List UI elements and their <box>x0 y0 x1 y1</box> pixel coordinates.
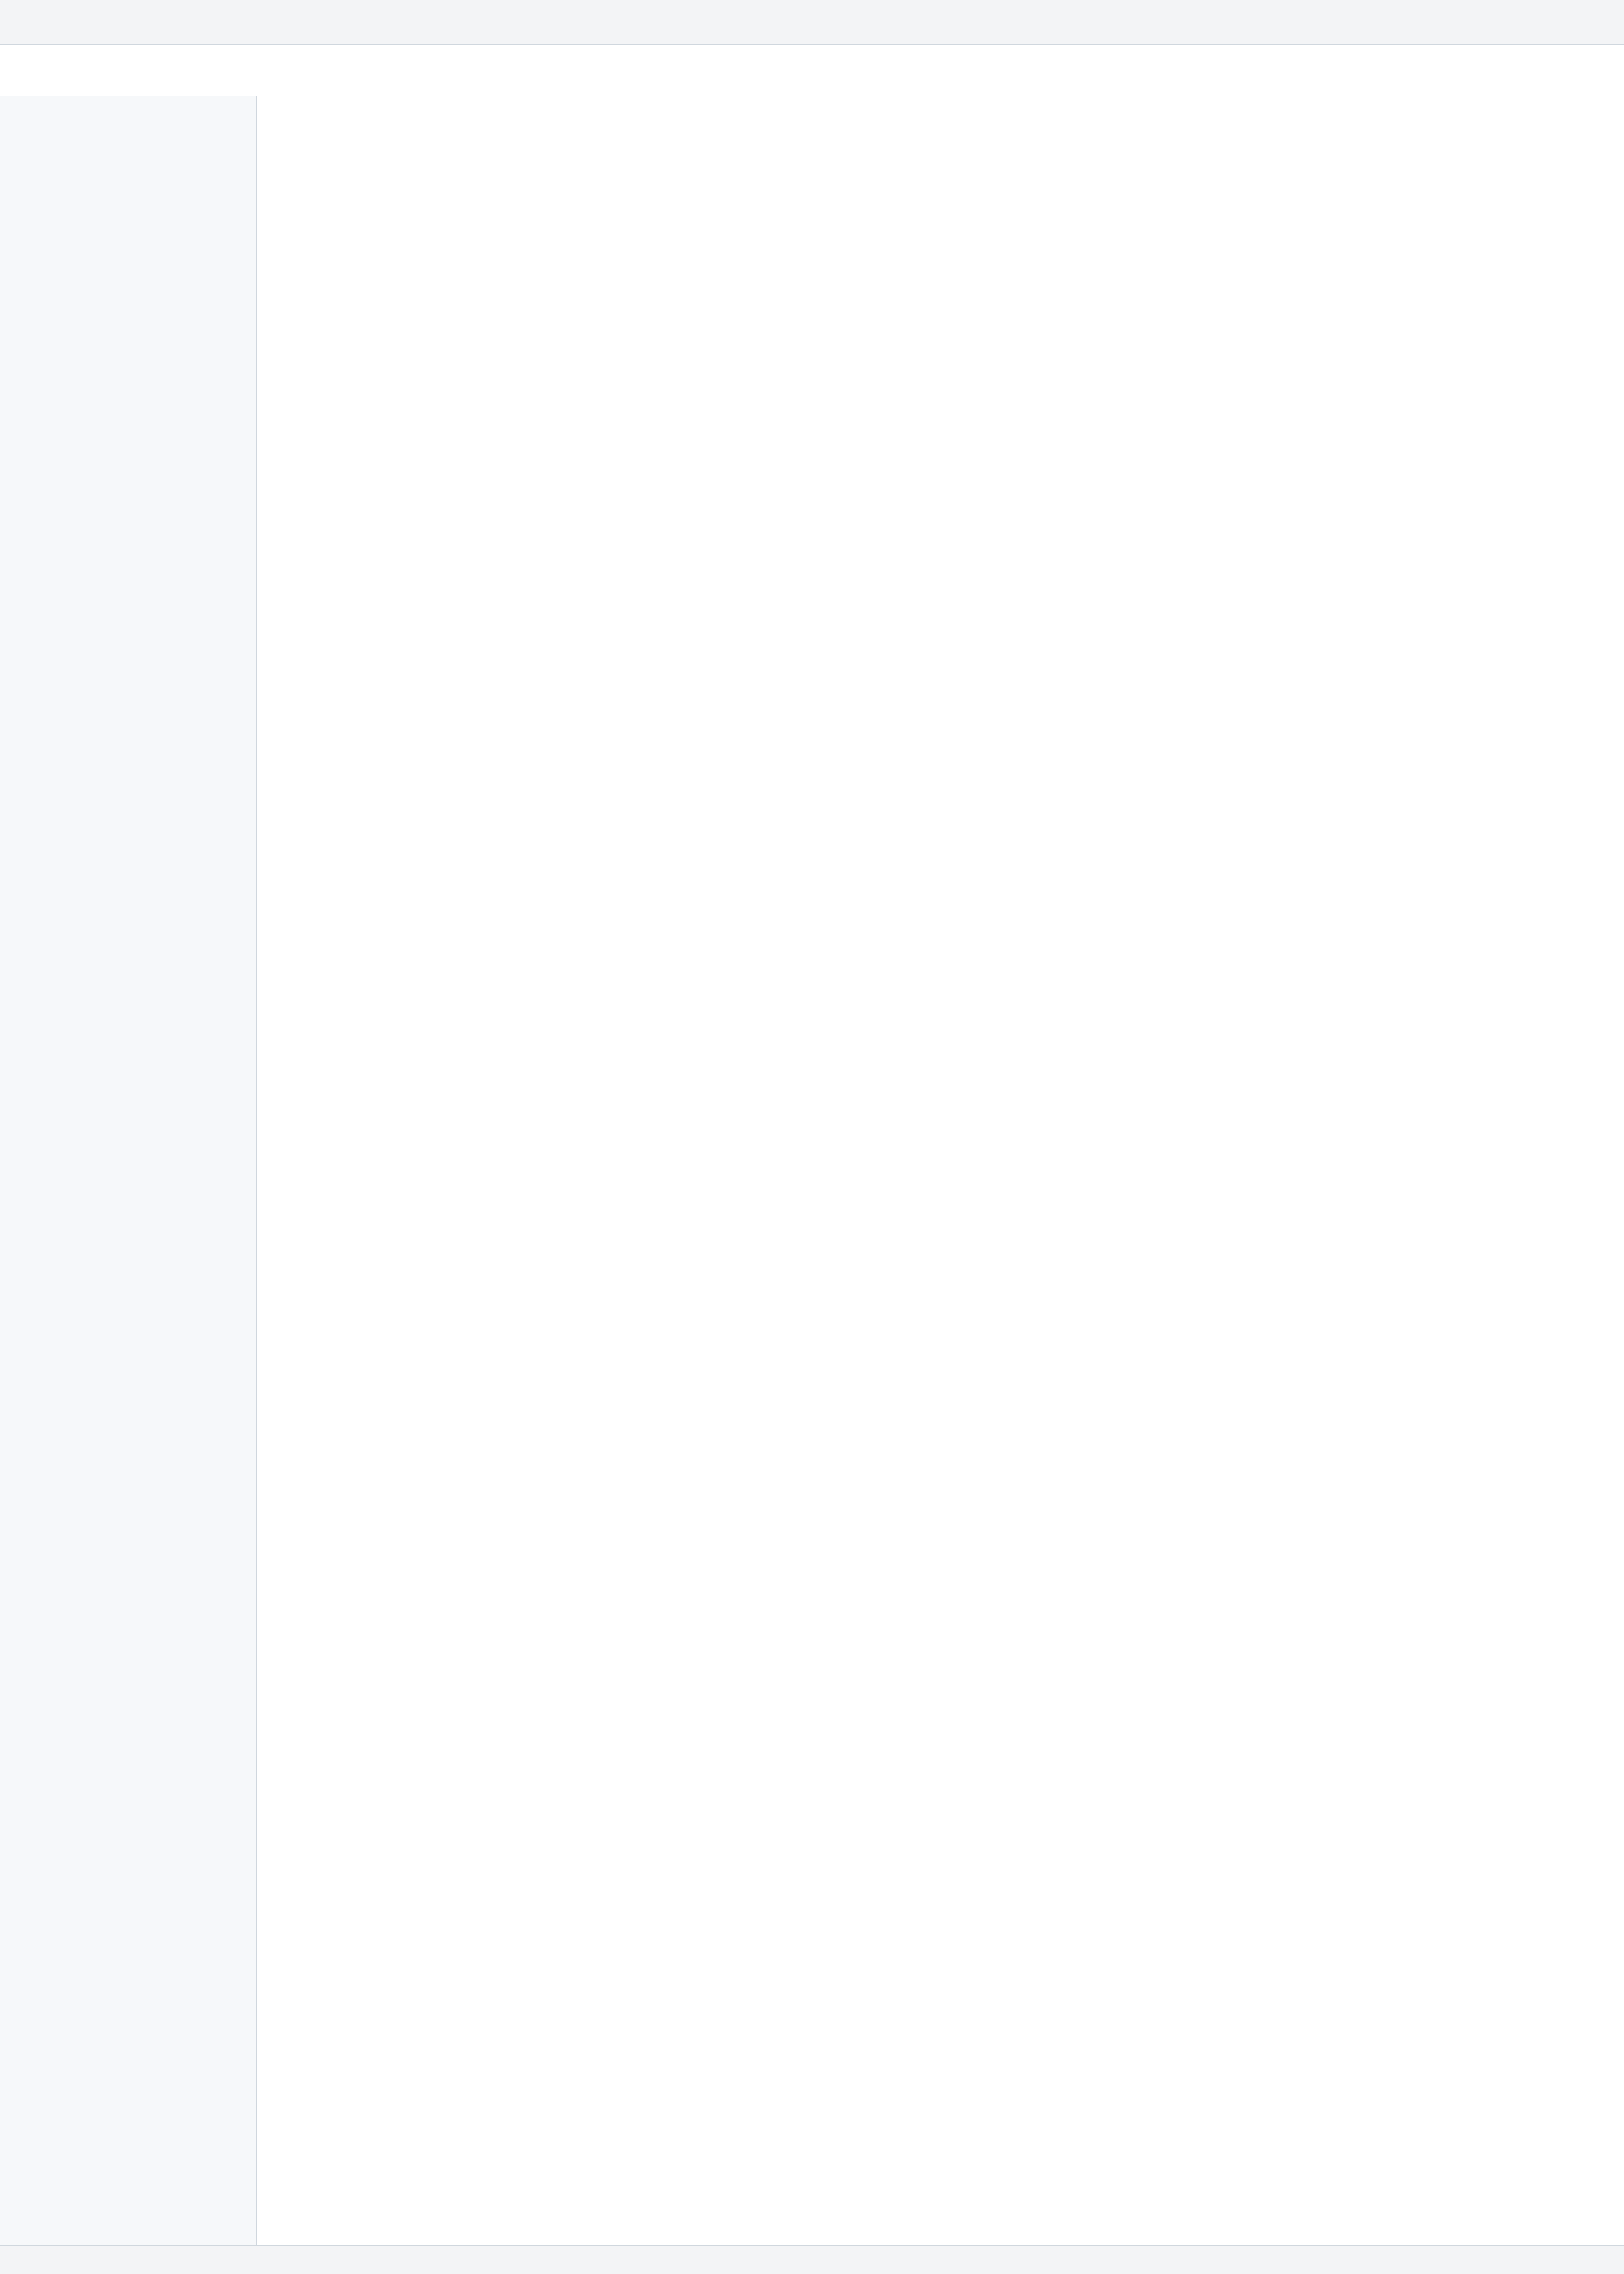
app-body <box>0 96 1624 2245</box>
toolbar <box>0 45 1624 96</box>
status-bar <box>0 2245 1624 2274</box>
main-content <box>257 96 1624 2245</box>
sidebar <box>0 96 257 2245</box>
title-bar <box>0 0 1624 45</box>
